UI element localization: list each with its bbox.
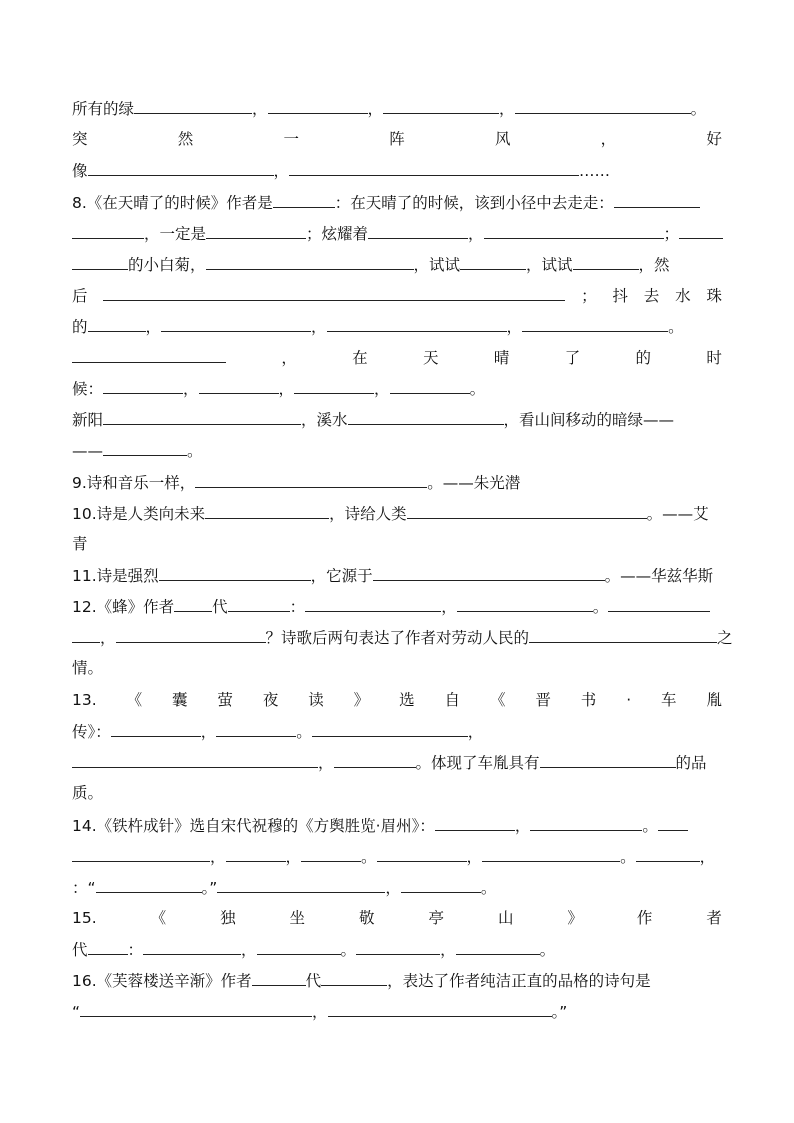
question-text: 独 [220,909,236,927]
fill-in-blank[interactable] [373,563,605,581]
question-text: ， [241,941,257,959]
fill-in-blank[interactable] [72,221,144,239]
fill-in-blank[interactable] [636,844,700,862]
question-text: 《 [150,909,167,927]
question-text: 。 [361,848,377,866]
question-text: ， [441,598,457,616]
question-text: 后 [72,287,88,305]
worksheet-line [72,844,722,868]
question-text: 的 [635,349,652,367]
question-text: 晴 [493,349,510,367]
question-text: 的品 [675,754,707,772]
question-text: ； [581,287,597,305]
question-text: 。——华兹华斯 [604,567,714,585]
question-text: ， [385,879,401,897]
question-text: 《 [489,691,506,709]
fill-in-blank[interactable] [614,190,700,208]
question-text: 13. [72,691,97,709]
question-text: 。 [690,100,707,118]
fill-in-blank[interactable] [252,968,306,986]
question-text: 14.《铁杵成针》选自宋代祝穆的《方舆胜览·眉州》： [72,817,435,835]
question-text: 车 [661,691,677,709]
question-text: 风 [494,130,511,148]
question-text: 囊 [171,691,188,709]
question-text: 。 [642,817,658,835]
fill-in-blank[interactable] [206,252,414,270]
question-text: ，一定是 [144,225,207,243]
question-text: ， [311,318,327,336]
worksheet-line [72,158,722,182]
question-text: 一 [283,130,299,148]
question-text: ， [281,349,297,367]
fill-in-blank[interactable] [356,937,440,955]
fill-in-blank[interactable] [103,283,565,301]
fill-in-blank[interactable] [305,594,441,612]
question-text: 书 [580,691,597,709]
fill-in-blank[interactable] [88,314,146,332]
worksheet-line [72,813,722,837]
fill-in-blank[interactable] [88,937,128,955]
fill-in-blank[interactable] [540,750,676,768]
fill-in-blank[interactable] [72,844,210,862]
fill-in-blank[interactable] [96,875,202,893]
fill-in-blank[interactable] [407,501,647,519]
worksheet-line [72,719,722,743]
worksheet-line [72,127,722,151]
fill-in-blank[interactable] [515,96,691,114]
question-text: ： [72,879,88,897]
worksheet-line [72,407,722,431]
question-text: 的小白菊， [128,256,206,274]
question-text: ， [374,380,390,398]
fill-in-blank[interactable] [72,625,100,643]
question-text: ，然 [638,256,670,274]
question-text: 青 [72,535,88,553]
worksheet-line [72,376,722,400]
fill-in-blank[interactable] [294,376,374,394]
question-text: 晋 [535,691,551,709]
fill-in-blank[interactable] [161,314,311,332]
question-text: ， [318,754,334,772]
worksheet-line [72,563,722,587]
question-text: 。 [296,723,312,741]
question-text: ： [289,598,306,616]
fill-in-blank[interactable] [401,875,481,893]
question-text: 然 [177,130,194,148]
worksheet-line [72,656,722,680]
fill-in-blank[interactable] [328,999,552,1017]
fill-in-blank[interactable] [289,158,579,176]
worksheet-line [72,968,722,992]
fill-in-blank[interactable] [273,190,335,208]
fill-in-blank[interactable] [522,314,668,332]
question-text: 传》： [72,723,111,741]
fill-in-blank[interactable] [368,221,468,239]
question-text: 代 [212,598,228,616]
question-text: 的 [72,318,88,336]
question-text: 。” [551,1003,568,1021]
worksheet-line [72,221,722,245]
fill-in-blank[interactable] [312,719,468,737]
question-text: 者 [706,909,722,927]
question-text: 。体现了车胤具有 [415,754,540,772]
question-text: ， [210,848,226,866]
question-text: ，看山间移动的暗绿—— [503,411,675,429]
fill-in-blank[interactable] [205,501,329,519]
fill-in-blank[interactable] [134,96,252,114]
fill-in-blank[interactable] [383,96,499,114]
fill-in-blank[interactable] [195,470,427,488]
fill-in-blank[interactable] [159,563,311,581]
fill-in-blank[interactable] [348,407,504,425]
question-text: ， [468,225,484,243]
fill-in-blank[interactable] [658,813,688,831]
question-text: 山 [497,909,514,927]
question-text: 质。 [72,784,104,802]
question-text: 珠 [706,287,722,305]
fill-in-blank[interactable] [116,625,266,643]
fill-in-blank[interactable] [460,252,526,270]
question-text: 之 [717,629,733,647]
question-text: 像 [72,162,88,180]
question-text: ， [183,380,199,398]
question-text: 代 [305,972,322,990]
question-text: ， [285,848,302,866]
question-text: ， [514,817,531,835]
question-text: 。 [187,442,203,460]
worksheet-line [72,252,722,276]
question-text: ， [466,848,483,866]
question-text: ， [440,941,456,959]
worksheet-line [72,438,722,462]
worksheet-line [72,190,722,214]
question-text: “ [87,879,96,897]
question-text: ，溪水 [301,411,348,429]
question-text: 。——朱光潜 [427,474,521,492]
fill-in-blank[interactable] [174,594,212,612]
fill-in-blank[interactable] [482,844,620,862]
question-text: 自 [444,691,461,709]
worksheet-line [72,501,722,525]
question-text: ， [506,318,523,336]
worksheet-line [72,937,722,961]
fill-in-blank[interactable] [216,719,296,737]
fill-in-blank[interactable] [103,376,183,394]
question-text: 阵 [389,130,405,148]
question-text: ， [499,100,515,118]
question-text: ， [278,380,295,398]
question-text: ， [252,100,268,118]
question-text: 《 [126,691,143,709]
question-text: 了 [564,349,581,367]
question-text: 12.《蜂》作者 [72,598,175,616]
question-text: ， [145,318,162,336]
question-text: ， [273,162,290,180]
worksheet-line [72,750,722,774]
fill-in-blank[interactable] [143,937,241,955]
question-text: ，试试 [413,256,461,274]
fill-in-blank[interactable] [103,438,187,456]
question-text: 好 [706,130,722,148]
fill-in-blank[interactable] [529,625,717,643]
question-text: 抖 [612,287,628,305]
question-text: ， [699,848,716,866]
question-text: ；炫耀着 [306,225,369,243]
question-text: 。——艾 [646,505,709,523]
question-text: 》 [567,909,583,927]
question-text: 。 [539,941,556,959]
question-text: 8.《在天晴了的时候》作者是 [72,194,273,212]
question-text: ， [467,723,484,741]
question-text: 坐 [289,909,306,927]
question-text: 萤 [217,691,233,709]
fill-in-blank[interactable] [226,844,286,862]
question-text: ， [312,1003,328,1021]
question-text: 10.诗是人类向未来 [72,505,206,523]
question-text: · [626,691,632,709]
question-text: 》 [353,691,370,709]
question-text: 15. [72,909,97,927]
fill-in-blank[interactable] [327,314,507,332]
question-text: ， [100,629,116,647]
question-text: ，它源于 [310,567,373,585]
worksheet-line [72,96,722,120]
question-text: 。 [592,598,609,616]
fill-in-blank[interactable] [199,376,279,394]
question-text: 天 [423,349,439,367]
question-text: 。” [201,879,218,897]
question-text: 所有的绿 [72,100,135,118]
question-text: 。 [668,318,684,336]
question-text: 。 [340,941,357,959]
question-text: 水 [675,287,691,305]
question-text: ：在天晴了的时候，该到小径中去走走： [334,194,614,212]
question-text: 去 [643,287,660,305]
question-text: 代 [72,941,88,959]
fill-in-blank[interactable] [88,158,274,176]
question-text: ； [663,225,680,243]
question-text: 。 [620,848,636,866]
question-text: ，诗给人类 [329,505,407,523]
worksheet-line [72,470,722,494]
question-text: “ [72,1003,81,1021]
fill-in-blank[interactable] [301,844,361,862]
question-text: 突 [72,130,88,148]
question-text: ， [600,130,617,148]
fill-in-blank[interactable] [103,407,301,425]
question-text: 在 [352,349,368,367]
question-text: 胤 [706,691,722,709]
question-text: …… [579,162,611,180]
question-text: ， [200,723,217,741]
question-text: ，试试 [526,256,573,274]
worksheet-line [72,688,722,712]
worksheet-line [72,999,722,1023]
fill-in-blank[interactable] [111,719,201,737]
question-text: 选 [399,691,415,709]
worksheet-line [72,345,722,369]
fill-in-blank[interactable] [72,252,128,270]
fill-in-blank[interactable] [228,594,290,612]
question-text: 11.诗是强烈 [72,567,159,585]
question-text: —— [72,442,103,460]
question-text: 时 [706,349,722,367]
question-text: 新阳 [72,411,104,429]
fill-in-blank[interactable] [456,937,540,955]
question-text: 夜 [262,691,279,709]
worksheet-line [72,532,722,556]
question-text: 候： [72,380,104,398]
question-text: 16.《芙蓉楼送辛渐》作者 [72,972,252,990]
fill-in-blank[interactable] [530,813,642,831]
fill-in-blank[interactable] [390,376,470,394]
question-text: 作 [636,909,653,927]
fill-in-blank[interactable] [72,345,226,363]
question-text: ，表达了作者纯洁正直的品格的诗句是 [387,972,651,990]
fill-in-blank[interactable] [268,96,368,114]
worksheet-line [72,594,722,618]
fill-in-blank[interactable] [257,937,341,955]
fill-in-blank[interactable] [334,750,416,768]
worksheet-line [72,875,722,899]
question-text: 敬 [359,909,375,927]
fill-in-blank[interactable] [217,875,385,893]
question-text: ？诗歌后两句表达了作者对劳动人民的 [265,629,530,647]
fill-in-blank[interactable] [679,221,723,239]
fill-in-blank[interactable] [608,594,710,612]
worksheet-line [72,906,722,930]
question-text: ， [367,100,384,118]
fill-in-blank[interactable] [377,844,467,862]
fill-in-blank[interactable] [321,968,387,986]
fill-in-blank[interactable] [80,999,312,1017]
worksheet-line [72,625,733,649]
fill-in-blank[interactable] [457,594,593,612]
worksheet-line [72,781,722,805]
fill-in-blank[interactable] [206,221,306,239]
fill-in-blank[interactable] [435,813,515,831]
fill-in-blank[interactable] [72,750,318,768]
worksheet-line [72,283,722,307]
fill-in-blank[interactable] [484,221,664,239]
fill-in-blank[interactable] [573,252,639,270]
question-text: 。 [469,380,486,398]
question-text: 9.诗和音乐一样， [72,474,196,492]
question-text: ： [127,941,144,959]
question-text: 。 [480,879,497,897]
question-text: 情。 [72,659,104,677]
worksheet-line [72,314,722,338]
question-text: 读 [308,691,324,709]
question-text: 亭 [428,909,444,927]
